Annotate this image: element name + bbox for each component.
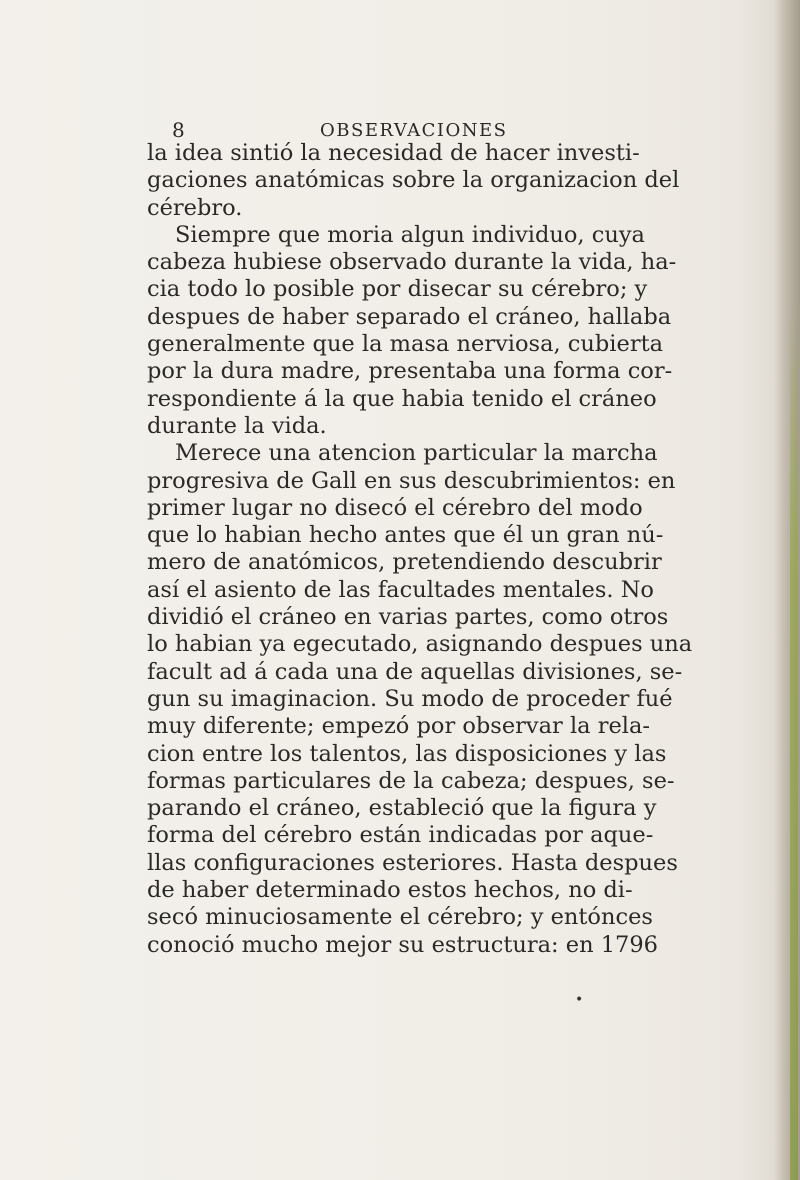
text-line: gaciones anatómicas sobre la organizacion del bbox=[147, 167, 680, 194]
text-line: generalmente que la masa nerviosa, cubierta bbox=[147, 331, 664, 358]
text-line: Merece una atencion particular la marcha bbox=[175, 440, 658, 467]
signature-mark: • bbox=[575, 992, 584, 1008]
text-line: de haber determinado estos hechos, no di- bbox=[147, 877, 633, 904]
text-line: cérebro. bbox=[147, 194, 243, 221]
page-header bbox=[172, 118, 612, 142]
text-line: llas configuraciones esteriores. Hasta despues bbox=[147, 849, 678, 876]
text-line: forma del cérebro están indicadas por aque- bbox=[147, 822, 654, 849]
page-number: 8 bbox=[172, 118, 185, 142]
text-line: durante la vida. bbox=[147, 412, 327, 439]
text-line: conoció mucho mejor su estructura: en 1796 bbox=[147, 931, 658, 958]
text-line: secó minuciosamente el cérebro; y entónces bbox=[147, 904, 653, 931]
text-line: cion entre los talentos, las disposiciones y las bbox=[147, 740, 667, 767]
text-line: formas particulares de la cabeza; despues, se- bbox=[147, 767, 675, 794]
text-line: dividió el cráneo en varias partes, como otros bbox=[147, 604, 669, 631]
text-line: primer lugar no disecó el cérebro del modo bbox=[147, 494, 643, 521]
text-line: facult ad á cada una de aquellas divisiones, se- bbox=[147, 658, 683, 685]
text-line: parando el cráneo, estableció que la figura y bbox=[147, 795, 657, 822]
text-line: cabeza hubiese observado durante la vida, ha- bbox=[147, 249, 677, 276]
text-line: despues de haber separado el cráneo, hallaba bbox=[147, 303, 672, 330]
running-head: OBSERVACIONES bbox=[320, 120, 508, 141]
text-line: mero de anatómicos, pretendiendo descubrir bbox=[147, 549, 662, 576]
text-line: así el asiento de las facultades mentales. No bbox=[147, 576, 654, 603]
text-line: muy diferente; empezó por observar la rela- bbox=[147, 713, 651, 740]
text-line: gun su imaginacion. Su modo de proceder fué bbox=[147, 685, 673, 712]
text-line: cia todo lo posible por disecar su cérebro; y bbox=[147, 276, 648, 303]
binding-edge bbox=[790, 300, 798, 1180]
text-line: la idea sintió la necesidad de hacer investi- bbox=[147, 140, 640, 166]
text-line: por la dura madre, presentaba una forma cor- bbox=[147, 358, 673, 385]
text-line: lo habian ya egecutado, asignando despues una bbox=[147, 631, 693, 658]
text-line: que lo habian hecho antes que él un gran nú- bbox=[147, 522, 664, 549]
text-line: progresiva de Gall en sus descubrimientos: en bbox=[147, 467, 676, 494]
text-line: respondiente á la que habia tenido el cráneo bbox=[147, 385, 657, 412]
body-text bbox=[147, 140, 693, 959]
text-line: Siempre que moria algun individuo, cuya bbox=[175, 221, 645, 248]
